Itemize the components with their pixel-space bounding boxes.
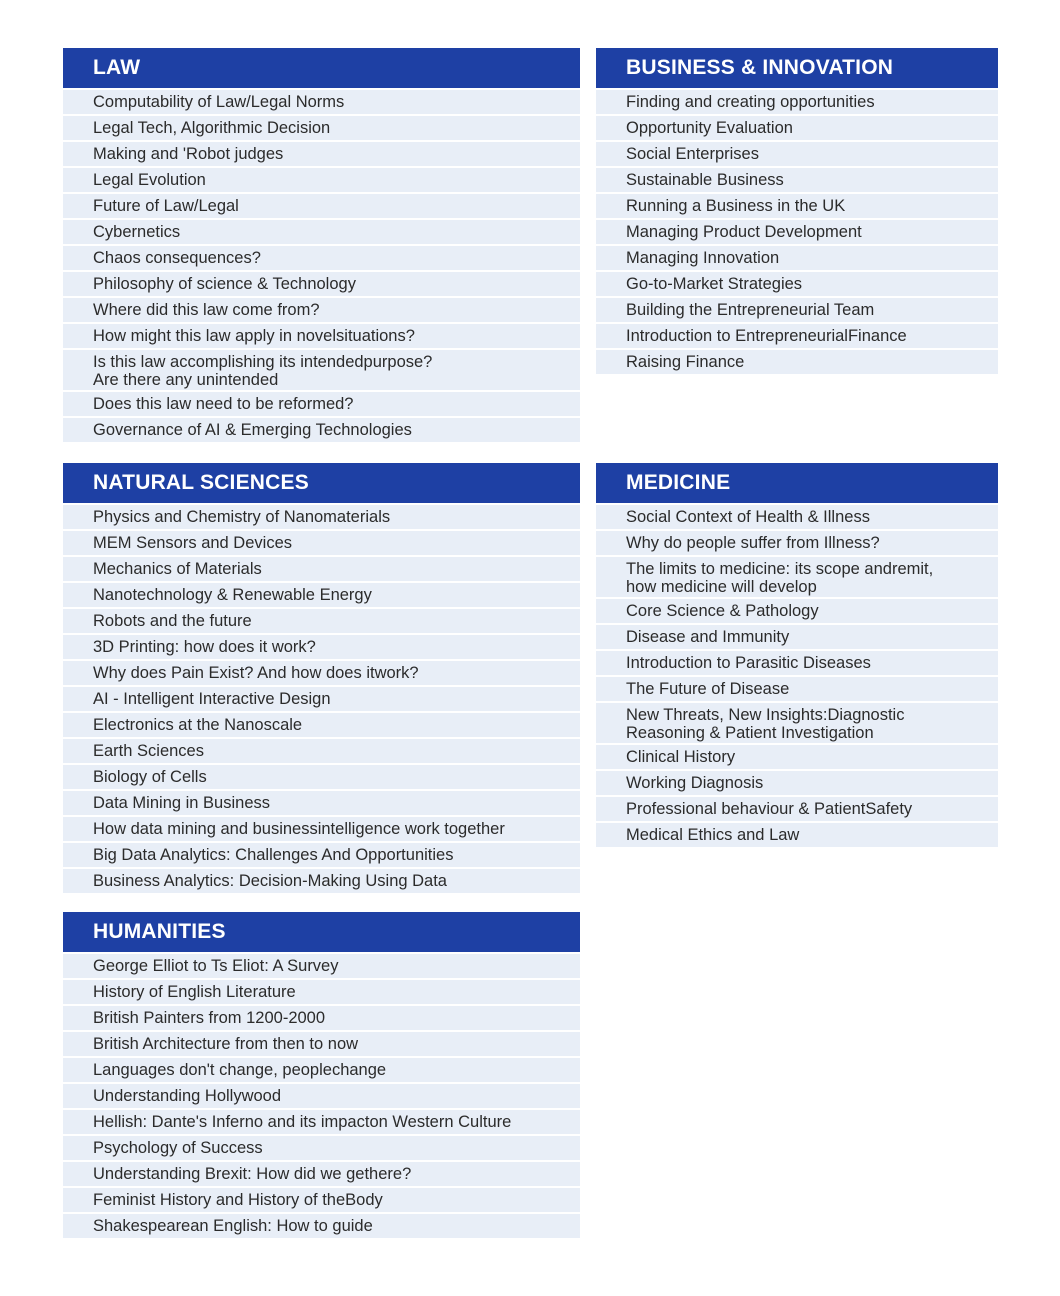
course-item: Medical Ethics and Law bbox=[596, 821, 998, 847]
course-item: Languages don't change, peoplechange bbox=[63, 1056, 580, 1082]
course-item: How data mining and businessintelligence work together bbox=[63, 815, 580, 841]
course-item-line: Reasoning & Patient Investigation bbox=[626, 724, 874, 742]
course-item: Raising Finance bbox=[596, 348, 998, 374]
course-item: How might this law apply in novelsituations? bbox=[63, 322, 580, 348]
course-item: Managing Innovation bbox=[596, 244, 998, 270]
course-item: Social Context of Health & Illness bbox=[596, 503, 998, 529]
course-list-medicine bbox=[596, 503, 998, 847]
course-item-line: Are there any unintended bbox=[93, 371, 279, 389]
section-title-business-innovation: BUSINESS & INNOVATION bbox=[596, 48, 998, 88]
course-item: British Architecture from then to now bbox=[63, 1030, 580, 1056]
section-title-natural-sciences: NATURAL SCIENCES bbox=[63, 463, 580, 503]
course-item: Understanding Hollywood bbox=[63, 1082, 580, 1108]
course-item: Where did this law come from? bbox=[63, 296, 580, 322]
course-item: Nanotechnology & Renewable Energy bbox=[63, 581, 580, 607]
course-item: Does this law need to be reformed? bbox=[63, 390, 580, 416]
course-item: Social Enterprises bbox=[596, 140, 998, 166]
course-item: Governance of AI & Emerging Technologies bbox=[63, 416, 580, 442]
section-title-humanities: HUMANITIES bbox=[63, 912, 580, 952]
course-item bbox=[596, 701, 998, 743]
course-item bbox=[596, 555, 998, 597]
course-item: Understanding Brexit: How did we gethere? bbox=[63, 1160, 580, 1186]
course-item: Core Science & Pathology bbox=[596, 597, 998, 623]
course-item: Building the Entrepreneurial Team bbox=[596, 296, 998, 322]
course-item: Philosophy of science & Technology bbox=[63, 270, 580, 296]
section-business-innovation bbox=[596, 48, 998, 374]
course-list-business-innovation bbox=[596, 88, 998, 374]
course-item: Shakespearean English: How to guide bbox=[63, 1212, 580, 1238]
course-item: Disease and Immunity bbox=[596, 623, 998, 649]
course-item: Finding and creating opportunities bbox=[596, 88, 998, 114]
course-item: Sustainable Business bbox=[596, 166, 998, 192]
section-humanities bbox=[63, 912, 580, 1238]
section-law bbox=[63, 48, 580, 442]
course-item: Feminist History and History of theBody bbox=[63, 1186, 580, 1212]
course-item: Clinical History bbox=[596, 743, 998, 769]
course-item: Earth Sciences bbox=[63, 737, 580, 763]
course-item-line: how medicine will develop bbox=[626, 578, 817, 596]
course-list-law bbox=[63, 88, 580, 442]
course-item: Professional behaviour & PatientSafety bbox=[596, 795, 998, 821]
section-title-law: LAW bbox=[63, 48, 580, 88]
course-item: Future of Law/Legal bbox=[63, 192, 580, 218]
course-item: Business Analytics: Decision-Making Using Data bbox=[63, 867, 580, 893]
section-title-medicine: MEDICINE bbox=[596, 463, 998, 503]
course-item: AI - Intelligent Interactive Design bbox=[63, 685, 580, 711]
course-item: 3D Printing: how does it work? bbox=[63, 633, 580, 659]
course-item: Mechanics of Materials bbox=[63, 555, 580, 581]
course-item: Electronics at the Nanoscale bbox=[63, 711, 580, 737]
course-item: Working Diagnosis bbox=[596, 769, 998, 795]
course-item: Data Mining in Business bbox=[63, 789, 580, 815]
course-item: Running a Business in the UK bbox=[596, 192, 998, 218]
course-item: MEM Sensors and Devices bbox=[63, 529, 580, 555]
course-item: Why does Pain Exist? And how does itwork? bbox=[63, 659, 580, 685]
course-item: Big Data Analytics: Challenges And Opportunities bbox=[63, 841, 580, 867]
course-item bbox=[63, 348, 580, 390]
course-item: British Painters from 1200-2000 bbox=[63, 1004, 580, 1030]
section-medicine bbox=[596, 463, 998, 847]
course-item: Psychology of Success bbox=[63, 1134, 580, 1160]
course-item: The Future of Disease bbox=[596, 675, 998, 701]
course-item: Cybernetics bbox=[63, 218, 580, 244]
course-item: Making and 'Robot judges bbox=[63, 140, 580, 166]
course-item: Chaos consequences? bbox=[63, 244, 580, 270]
course-item: Introduction to Parasitic Diseases bbox=[596, 649, 998, 675]
section-natural-sciences bbox=[63, 463, 580, 893]
course-item: Legal Evolution bbox=[63, 166, 580, 192]
course-list-humanities bbox=[63, 952, 580, 1238]
course-item-line: Is this law accomplishing its intendedpurpose? bbox=[93, 353, 433, 371]
course-item: Computability of Law/Legal Norms bbox=[63, 88, 580, 114]
course-item: Robots and the future bbox=[63, 607, 580, 633]
course-list-natural-sciences bbox=[63, 503, 580, 893]
course-item: Why do people suffer from Illness? bbox=[596, 529, 998, 555]
course-item: Physics and Chemistry of Nanomaterials bbox=[63, 503, 580, 529]
course-item: Hellish: Dante's Inferno and its impacton Western Culture bbox=[63, 1108, 580, 1134]
course-item: Managing Product Development bbox=[596, 218, 998, 244]
course-item: Biology of Cells bbox=[63, 763, 580, 789]
course-item: Opportunity Evaluation bbox=[596, 114, 998, 140]
course-item: Introduction to EntrepreneurialFinance bbox=[596, 322, 998, 348]
course-item: Legal Tech, Algorithmic Decision bbox=[63, 114, 580, 140]
course-item: History of English Literature bbox=[63, 978, 580, 1004]
course-item: George Elliot to Ts Eliot: A Survey bbox=[63, 952, 580, 978]
course-item: Go-to-Market Strategies bbox=[596, 270, 998, 296]
course-item-line: New Threats, New Insights:Diagnostic bbox=[626, 706, 905, 724]
course-item-line: The limits to medicine: its scope andremit, bbox=[626, 560, 934, 578]
